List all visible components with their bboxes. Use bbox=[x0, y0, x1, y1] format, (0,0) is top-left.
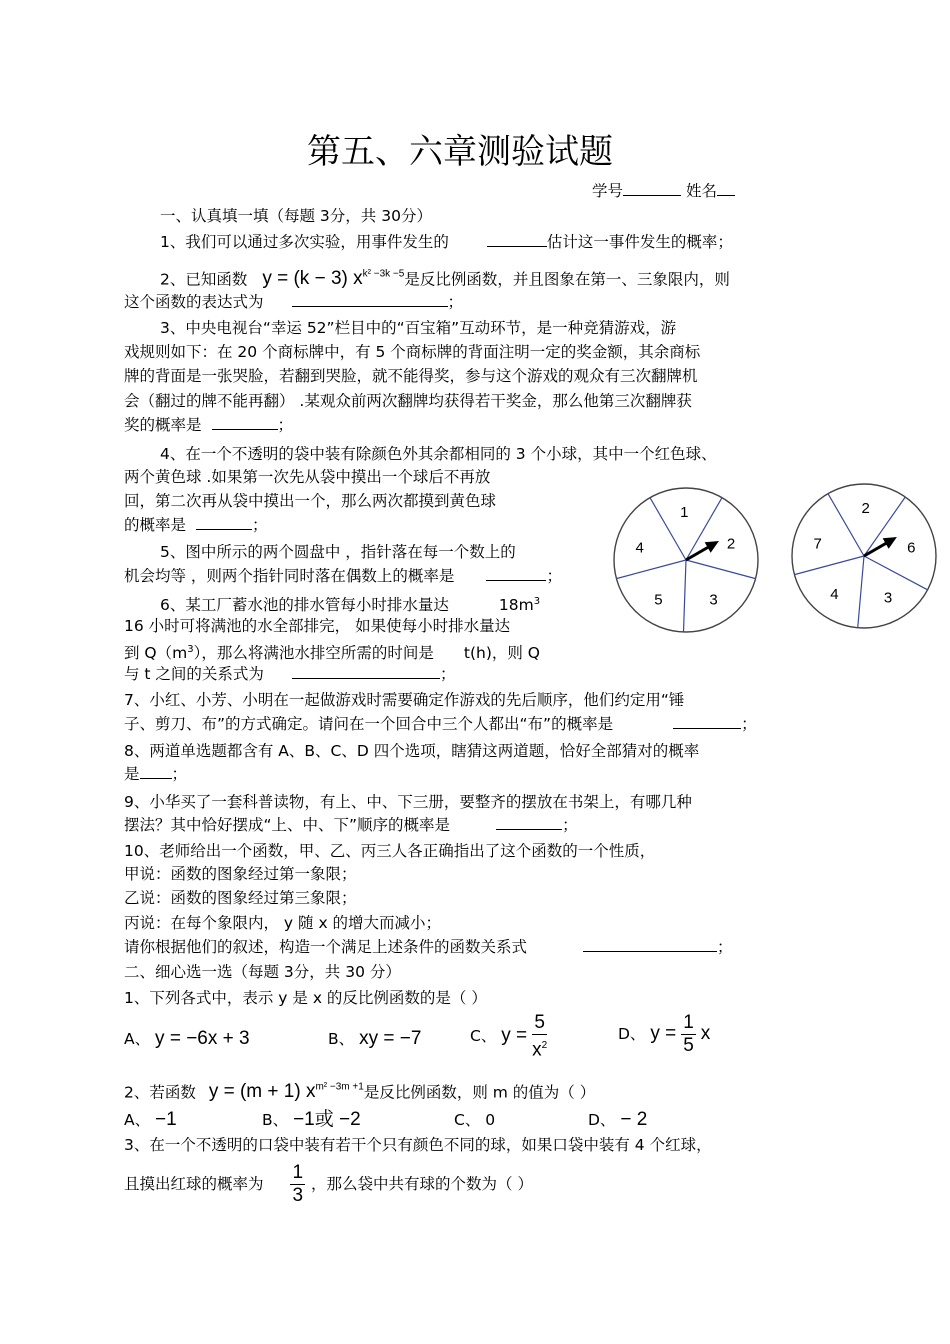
answer-blank[interactable] bbox=[487, 232, 547, 247]
q1-6-l1: 6、某工厂蓄水池的排水管每小时排水量达 $18m^3$ bbox=[160, 596, 541, 615]
spinner-divider bbox=[616, 560, 686, 579]
spinner-label: 2 bbox=[861, 500, 870, 518]
q2-3-fraction: $\frac{1}{3}$ bbox=[292, 1162, 304, 1206]
q1-6-l2: 16 小时可将满池的水全部排完， 如果使每小时排水量达 bbox=[124, 617, 511, 635]
option-b-wrap: B、 xy = −7 bbox=[328, 1028, 422, 1049]
q1-10-l2: 甲说：函数的图象经过第一象限； bbox=[124, 865, 357, 883]
q1-7-l2: 子、剪刀、布”的方式确定。请问在一个回合中三个人都出“布”的概率是 ； bbox=[124, 715, 757, 733]
q2-1-options: A、 y = −6x + 3 bbox=[124, 1028, 250, 1049]
q1-9-l2: 摆法？其中恰好摆成“上、中、下”顺序的概率是 ； bbox=[124, 816, 578, 834]
q1-5-l1: 5、图中所示的两个圆盘中 ，指针落在每一个数上的 bbox=[160, 543, 516, 561]
option-c-fraction: $\frac{5}{x^2}$ bbox=[532, 1012, 548, 1061]
q1-4-l3: 回，第二次再从袋中摸出一个，那么两次都摸到黄色球 bbox=[124, 492, 497, 510]
answer-blank[interactable] bbox=[486, 566, 546, 581]
spinner-label: 3 bbox=[709, 591, 718, 609]
student-id-blank[interactable] bbox=[623, 181, 681, 196]
q1-6-l3: 到 $Q(m^3)$，那么将满池水排空所需的时间是 t(h)，则 Q bbox=[124, 644, 540, 663]
name-blank[interactable] bbox=[717, 181, 735, 196]
option-c-wrap: C、 y = $\frac{5}{x^2}$ bbox=[470, 1012, 548, 1061]
q1-2-function: y = (k − 3) $x^{k^2 -3k -5}$ bbox=[262, 268, 405, 290]
answer-blank[interactable] bbox=[673, 714, 741, 729]
name-label: 姓名 bbox=[685, 182, 717, 200]
q1-10-l4: 丙说：在每个象限内， y 随 x 的增大而减小； bbox=[124, 914, 442, 932]
option-b: xy = −7 bbox=[359, 1028, 422, 1049]
section2-header: 二、细心选一选（每题 3分，共 30 分） bbox=[124, 963, 401, 981]
q1-2-line2: 这个函数的表达式为 ； bbox=[124, 293, 464, 311]
option-d-wrap: D、 y = $\frac{1}{5}$ x bbox=[618, 1012, 711, 1056]
q1-6-l4: 与 t 之间的关系式为 ； bbox=[124, 665, 456, 683]
spinner-divider bbox=[828, 494, 864, 556]
spinner-divider bbox=[858, 556, 864, 628]
q1-3-l4: 会（翻过的牌不能再翻） .某观众前两次翻牌均获得若干奖金，那么他第三次翻牌获 bbox=[124, 392, 692, 410]
student-info bbox=[592, 181, 735, 201]
answer-blank[interactable] bbox=[196, 515, 252, 530]
q1-8-l2: 是 ； bbox=[124, 765, 188, 783]
spinner-label: 4 bbox=[635, 539, 644, 557]
q1-7-l1: 7、小红、小芳、小明在一起做游戏时需要确定作游戏的先后顺序，他们约定用“锤 bbox=[124, 691, 685, 709]
spinner-divider bbox=[683, 560, 686, 632]
answer-blank[interactable] bbox=[212, 415, 278, 430]
spinner-label: 4 bbox=[830, 585, 839, 603]
answer-blank[interactable] bbox=[292, 664, 440, 679]
page-title: 第五、六章测验试题 bbox=[307, 132, 613, 172]
q1-1: 1、我们可以通过多次实验，用事件发生的 估计这一事件发生的概率； bbox=[160, 233, 733, 251]
q1-3-l5: 奖的概率是 ； bbox=[124, 416, 294, 434]
q1-10-l1: 10、老师给出一个函数，甲、乙、丙三人各正确指出了这个函数的一个性质， bbox=[124, 842, 656, 860]
student-id-label: 学号 bbox=[592, 182, 624, 200]
q1-5-l2: 机会均等 ，则两个指针同时落在偶数上的概率是 ； bbox=[124, 567, 562, 585]
spinner-label: 3 bbox=[883, 589, 893, 607]
spinner-label: 7 bbox=[813, 535, 822, 553]
answer-blank[interactable] bbox=[292, 292, 448, 307]
spinner-divider bbox=[686, 560, 756, 579]
spinner-figures bbox=[606, 482, 946, 642]
q1-4-l2: 两个黄色球 .如果第一次先从袋中摸出一个球后不再放 bbox=[124, 468, 491, 486]
q1-2: 2、已知函数 y = (k − 3) $x^{k^2 -3k -5}$是反比例函数，并且图象在第一、三象限内，则 bbox=[160, 268, 730, 290]
q2-2-opt-a: A、 −1 bbox=[124, 1109, 177, 1130]
q2-2-opt-c: C、 0 bbox=[454, 1111, 496, 1129]
q2-3-l1: 3、在一个不透明的口袋中装有若干个只有颜色不同的球，如果口袋中装有 4 个红球， bbox=[124, 1136, 712, 1154]
section1-header: 一、认真填一填（每题 3分，共 30分） bbox=[160, 207, 432, 225]
q1-8-l1: 8、两道单选题都含有 A、B、C、D 四个选项，瞎猜这两道题，恰好全部猜对的概率 bbox=[124, 742, 700, 760]
spinner-label: 6 bbox=[907, 539, 916, 557]
q2-2-opt-b: B、 −1或 −2 bbox=[262, 1109, 361, 1130]
q2-2-stem: 2、若函数 y = (m + 1) $x^{m^2 -3m +1}$是反比例函数，则 m 的值为（ ） bbox=[124, 1081, 596, 1103]
q2-1-stem: 1、下列各式中，表示 y 是 x 的反比例函数的是（ ） bbox=[124, 989, 487, 1007]
answer-blank[interactable] bbox=[140, 764, 172, 779]
q2-3-l2: 且摸出红球的概率为 $\frac{1}{3}$ ，那么袋中共有球的个数为（ ） bbox=[124, 1162, 533, 1206]
spinner-divider bbox=[794, 556, 864, 575]
q2-2-function: y = (m + 1) $x^{m^2 -3m +1}$ bbox=[208, 1081, 364, 1103]
q1-9-l1: 9、小华买了一套科普读物，有上、中、下三册，要整齐的摆放在书架上，有哪几种 bbox=[124, 793, 692, 811]
spinner-divider bbox=[861, 497, 905, 556]
answer-blank[interactable] bbox=[496, 815, 562, 830]
q1-4-l1: 4、在一个不透明的袋中装有除颜色外其余都相同的 3 个小球，其中一个红色球、 bbox=[160, 445, 717, 463]
q2-2-opt-d: D、 − 2 bbox=[588, 1109, 648, 1130]
spinner-label: 1 bbox=[680, 504, 689, 522]
q1-4-l4: 的概率是 ； bbox=[124, 516, 268, 534]
spinner-divider bbox=[864, 556, 928, 590]
q1-10-l3: 乙说：函数的图象经过第三象限； bbox=[124, 889, 357, 907]
q1-10-l5: 请你根据他们的叙述，构造一个满足上述条件的函数关系式 ； bbox=[124, 938, 733, 956]
option-d-fraction: $\frac{1}{5}$ bbox=[683, 1012, 694, 1056]
q1-3-l2: 戏规则如下：在 20 个商标牌中，有 5 个商标牌的背面注明一定的奖金额，其余商标 bbox=[124, 343, 701, 361]
q1-3-l3: 牌的背面是一张哭脸，若翻到哭脸，就不能得奖，参与这个游戏的观众有三次翻牌机 bbox=[124, 367, 698, 385]
spinner-label: 5 bbox=[654, 591, 663, 609]
spinner-label: 2 bbox=[726, 535, 736, 553]
answer-blank[interactable] bbox=[583, 937, 717, 952]
option-a: y = −6x + 3 bbox=[155, 1028, 250, 1049]
q1-3-l1: 3、中央电视台“幸运 52”栏目中的“百宝箱”互动环节，是一种竞猜游戏，游 bbox=[160, 319, 677, 337]
